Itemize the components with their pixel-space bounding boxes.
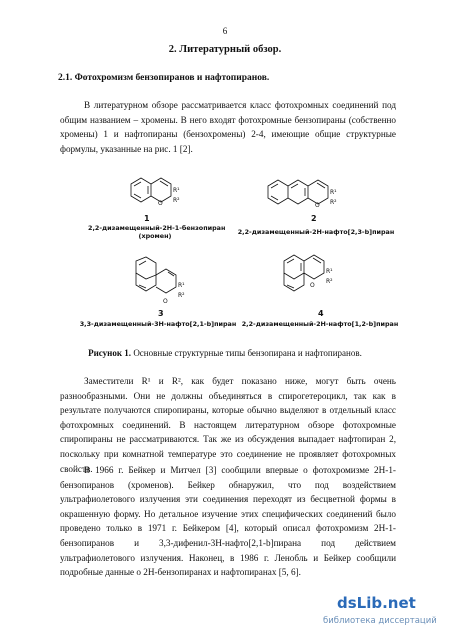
intro-paragraph: В литературном обзоре рассматривается класс фотохромных соединений под общим названием – хромены. В него входят фотохромные бензопираны (собственно хромены) 1 и нафтопираны (бензохромены) 2-4, имеющие общие структурные формулы, указанные на рис. 1 [2].	[60, 100, 396, 154]
figure-caption-text: Основные структурные типы бензопирана и нафтопиранов.	[131, 348, 362, 358]
structure-2-number: 2	[311, 214, 317, 223]
watermark-tagline: библиотека диссертаций	[323, 616, 437, 626]
page-number: 6	[222, 26, 228, 36]
structure-1-name: 2,2-дизамещенный-2Н-1-бензопиран	[88, 224, 226, 232]
structure-3-name: 3,3-дизамещенный-3Н-нафто[2,1-b]пиран	[79, 320, 237, 328]
structure-2-diagram	[262, 176, 372, 226]
svg-text:O: O	[315, 202, 320, 209]
svg-text:O: O	[158, 200, 163, 207]
structure-4-name: 2,2-дизамещенный-2Н-нафто[1,2-b]пиран	[241, 320, 399, 328]
svg-text:R¹: R¹	[178, 282, 185, 289]
structure-4-diagram	[270, 255, 360, 317]
figure-caption-label: Рисунок 1.	[88, 348, 132, 358]
structure-4-number: 4	[318, 309, 324, 318]
svg-text:R¹: R¹	[326, 268, 333, 275]
structure-1-name-line2: (хромен)	[138, 232, 172, 240]
svg-text:R¹: R¹	[330, 189, 337, 196]
structure-1-number: 1	[144, 214, 150, 223]
svg-text:R²: R²	[326, 278, 333, 285]
subsection-title: 2.1. Фотохромизм бензопиранов и нафтопиранов.	[58, 73, 270, 83]
structure-1-diagram	[115, 174, 195, 224]
svg-text:R²: R²	[173, 197, 180, 204]
svg-text:O: O	[310, 282, 315, 289]
figure-caption	[0, 348, 450, 358]
paragraph-history: В 1966 г. Бейкер и Митчел [3] сообщили впервые о фотохромизме 2Н-1-бензопиранов (хроменов). Бейкер обнаружил, что под воздействием ультрафиолетового излучения эти соединения переходят из бесцветной формы в окрашенную форму. Но детальное изучение этих специфических соединений было проведено только в 1971 г. Бейкером [4], который описал фотохромизм 2Н-1-бензопиранов и 3,3-дифенил-3Н-нафто[2,1-b]пирана под действием ультрафиолетового излучения. Наконец, в 1986 г. Ленобль и Бейкер сообщили подробные данные о 2Н-бензопиранах и нафтопиранах [5, 6].	[60, 465, 396, 578]
structure-2-name: 2,2-дизамещенный-2Н-нафто[2,3-b]пиран	[237, 228, 395, 236]
svg-text:R²: R²	[178, 292, 185, 299]
paragraph-substituents: Заместители R¹ и R², как будет показано ниже, могут быть очень разнообразными. Они не должны объединяться в спирогетероцикл, так как в результате получаются спиропираны, которые обычно выделяют в отдельный класс фотохромных соединений. В настоящем литературном обзоре фотохромные спиропираны не рассматриваются. Так же из обсуждения выпадает нафтопиран 2, поскольку при комнатной температуре это соединение не проявляет фотохромных свойств.	[60, 376, 396, 474]
svg-text:R²: R²	[330, 199, 337, 206]
svg-text:R¹: R¹	[173, 187, 180, 194]
watermark-logo: dsLib.net	[337, 594, 416, 612]
structure-3-number: 3	[158, 309, 164, 318]
section-title: 2. Литературный обзор.	[168, 44, 282, 55]
structure-3-diagram	[122, 257, 212, 319]
svg-text:O: O	[163, 298, 168, 305]
